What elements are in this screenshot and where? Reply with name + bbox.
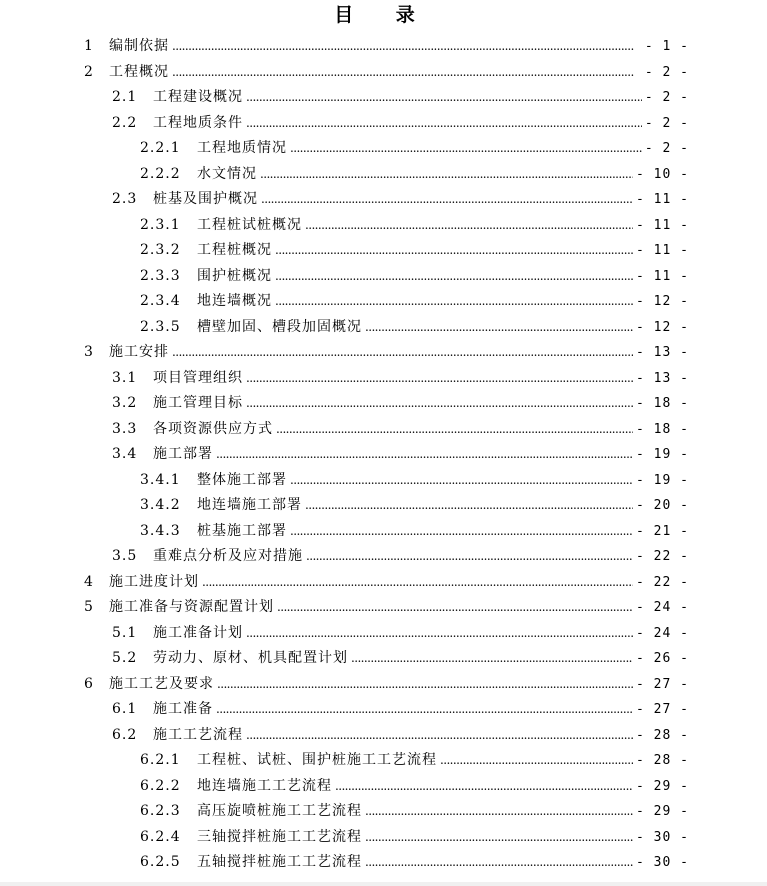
toc-entry-title: 施工准备计划 [153, 624, 243, 641]
toc-dot-leader [440, 748, 633, 774]
toc-entry[interactable] [0, 646, 767, 672]
toc-entry-title: 重难点分析及应对措施 [153, 548, 303, 564]
toc-entry-number: 3.4.1 [140, 471, 181, 488]
toc-entry-page-number: - 28 - [636, 753, 689, 768]
toc-entry-number: 2.3.1 [140, 216, 181, 233]
toc-dot-leader [365, 315, 633, 341]
toc-entry-page-number: - 22 - [636, 574, 689, 590]
toc-entry[interactable] [0, 748, 767, 774]
toc-entry-page-number: - 24 - [636, 625, 689, 641]
toc-dot-leader [246, 391, 633, 417]
toc-entry-number: 3 [84, 344, 94, 360]
toc-entry-title: 施工工艺及要求 [109, 675, 214, 692]
toc-entry-page-number: - 13 - [636, 345, 689, 360]
toc-dot-leader [260, 162, 633, 188]
toc-entry[interactable] [0, 799, 767, 825]
toc-entry-number: 6.2.5 [140, 854, 181, 870]
toc-dot-leader [172, 60, 642, 86]
toc-entry-number: 3.3 [112, 420, 138, 437]
toc-entry[interactable] [0, 442, 767, 468]
toc-entry-title: 高压旋喷桩施工工艺流程 [197, 803, 362, 819]
toc-title: 目 录 [334, 4, 433, 26]
toc-entry-number: 6.2.1 [140, 752, 181, 768]
toc-entry-page-number: - 11 - [636, 192, 689, 207]
toc-entry-title: 施工工艺流程 [153, 726, 243, 743]
toc-dot-leader [246, 366, 633, 392]
toc-entry[interactable] [0, 391, 767, 417]
toc-dot-leader [365, 799, 633, 825]
page-bottom-edge [0, 882, 767, 886]
toc-entry[interactable] [0, 825, 767, 851]
toc-dot-leader [202, 570, 633, 596]
toc-entry[interactable] [0, 238, 767, 264]
toc-entry-title: 三轴搅拌桩施工工艺流程 [197, 828, 362, 845]
toc-dot-leader [246, 621, 633, 647]
toc-dot-leader [172, 34, 642, 60]
toc-entry-number: 3.1 [112, 369, 138, 386]
toc-entry-page-number: - 13 - [636, 370, 689, 386]
toc-entry-number: 1 [84, 38, 94, 54]
toc-entry[interactable] [0, 289, 767, 315]
toc-entry-number: 6.1 [112, 701, 138, 717]
toc-dot-leader [290, 468, 633, 494]
toc-entry-number: 2.3 [112, 191, 138, 207]
toc-entry-title: 工程桩试桩概况 [197, 216, 302, 233]
toc-entry-page-number: - 2 - [644, 90, 689, 105]
toc-dot-leader [246, 111, 642, 137]
toc-entry-title: 施工进度计划 [109, 573, 199, 590]
toc-entry-page-number: - 18 - [636, 421, 689, 437]
toc-entry-title: 围护桩概况 [197, 267, 272, 284]
toc-entry-title: 地连墙概况 [197, 293, 272, 309]
toc-entry-page-number: - 2 - [644, 115, 689, 131]
toc-entry-number: 2.1 [112, 89, 138, 105]
toc-entry-title: 水文情况 [197, 165, 257, 182]
toc-entry[interactable] [0, 264, 767, 290]
toc-entry[interactable] [0, 723, 767, 749]
toc-entry-number: 3.5 [112, 548, 138, 564]
toc-entry-title: 工程地质条件 [153, 114, 243, 131]
toc-entry-page-number: - 26 - [636, 651, 689, 666]
toc-dot-leader [276, 417, 633, 443]
toc-dot-leader [277, 595, 633, 621]
toc-entry-title: 五轴搅拌桩施工工艺流程 [197, 854, 362, 870]
toc-entry-number: 3.2 [112, 395, 138, 411]
toc-entry-number: 6.2.4 [140, 828, 181, 845]
toc-dot-leader [365, 850, 633, 876]
toc-entry-title: 施工安排 [109, 344, 169, 360]
toc-entry-page-number: - 19 - [636, 447, 689, 462]
toc-entry-number: 6.2.3 [140, 803, 181, 819]
toc-entry-page-number: - 2 - [644, 141, 689, 156]
toc-entry[interactable] [0, 621, 767, 647]
toc-entry-number: 2.2.1 [140, 140, 181, 156]
toc-entry[interactable] [0, 672, 767, 698]
toc-entry-page-number: - 11 - [636, 243, 689, 258]
toc-entry-page-number: - 1 - [644, 39, 689, 54]
toc-entry[interactable] [0, 60, 767, 86]
toc-dot-leader [216, 697, 633, 723]
toc-entry-number: 6 [84, 675, 94, 692]
toc-entry-page-number: - 11 - [636, 268, 689, 284]
toc-entry-page-number: - 11 - [636, 217, 689, 233]
toc-entry-number: 2 [84, 63, 94, 80]
toc-dot-leader [275, 289, 633, 315]
toc-entry-page-number: - 12 - [636, 319, 689, 335]
toc-entry-page-number: - 29 - [636, 804, 689, 819]
toc-entry-page-number: - 24 - [636, 600, 689, 615]
toc-dot-leader [275, 238, 633, 264]
toc-entry[interactable] [0, 34, 767, 60]
toc-entry-page-number: - 28 - [636, 727, 689, 743]
toc-dot-leader [305, 213, 633, 239]
toc-entry[interactable] [0, 315, 767, 341]
toc-entry-page-number: - 20 - [636, 498, 689, 513]
toc-dot-leader [172, 340, 633, 366]
toc-entry[interactable] [0, 340, 767, 366]
toc-dot-leader [246, 85, 642, 111]
toc-entry[interactable] [0, 697, 767, 723]
toc-entry-number: 2.2 [112, 114, 138, 131]
toc-entry-number: 2.3.2 [140, 242, 181, 258]
toc-dot-leader [216, 442, 633, 468]
toc-entry[interactable] [0, 111, 767, 137]
toc-entry-title: 桩基及围护概况 [153, 191, 258, 207]
table-of-contents [0, 34, 767, 876]
toc-entry-number: 2.3.3 [140, 267, 181, 284]
toc-entry[interactable] [0, 468, 767, 494]
toc-entry-page-number: - 10 - [636, 166, 689, 182]
toc-entry-number: 3.4.3 [140, 522, 181, 539]
toc-entry-title: 劳动力、原材、机具配置计划 [153, 650, 348, 666]
toc-dot-leader [246, 723, 633, 749]
toc-entry[interactable] [0, 774, 767, 800]
toc-entry-number: 5.1 [112, 624, 138, 641]
toc-entry[interactable] [0, 595, 767, 621]
toc-entry-number: 5.2 [112, 650, 138, 666]
toc-entry-page-number: - 27 - [636, 702, 689, 717]
toc-entry-title: 工程概况 [109, 63, 169, 80]
toc-entry[interactable] [0, 519, 767, 545]
toc-dot-leader [261, 187, 633, 213]
toc-entry-title: 工程建设概况 [153, 89, 243, 105]
toc-entry-page-number: - 21 - [636, 523, 689, 539]
toc-entry[interactable] [0, 366, 767, 392]
toc-entry-page-number: - 27 - [636, 676, 689, 692]
toc-entry[interactable] [0, 850, 767, 876]
toc-entry-number: 5 [84, 599, 94, 615]
toc-dot-leader [305, 493, 633, 519]
toc-dot-leader [290, 136, 642, 162]
toc-entry-number: 6.2 [112, 726, 138, 743]
toc-entry[interactable] [0, 85, 767, 111]
toc-entry[interactable] [0, 417, 767, 443]
toc-entry-page-number: - 12 - [636, 294, 689, 309]
toc-entry-page-number: - 18 - [636, 396, 689, 411]
toc-entry-title: 工程桩、试桩、围护桩施工工艺流程 [197, 752, 437, 768]
toc-entry[interactable] [0, 570, 767, 596]
toc-entry-title: 整体施工部署 [197, 471, 287, 488]
toc-entry[interactable] [0, 213, 767, 239]
toc-entry-title: 地连墙施工工艺流程 [197, 777, 332, 794]
toc-entry[interactable] [0, 162, 767, 188]
toc-entry-page-number: - 2 - [644, 64, 689, 80]
toc-entry-title: 槽壁加固、槽段加固概况 [197, 318, 362, 335]
toc-dot-leader [365, 825, 633, 851]
toc-entry-title: 施工准备与资源配置计划 [109, 599, 274, 615]
toc-entry-page-number: - 19 - [636, 472, 689, 488]
toc-entry-title: 编制依据 [109, 38, 169, 54]
toc-entry-title: 施工管理目标 [153, 395, 243, 411]
toc-entry-number: 3.4.2 [140, 497, 181, 513]
toc-entry-title: 各项资源供应方式 [153, 420, 273, 437]
toc-dot-leader [275, 264, 633, 290]
toc-entry-title: 桩基施工部署 [197, 522, 287, 539]
toc-entry-number: 4 [84, 573, 94, 590]
toc-entry-title: 施工部署 [153, 446, 213, 462]
toc-entry-page-number: - 30 - [636, 829, 689, 845]
toc-dot-leader [335, 774, 633, 800]
toc-entry[interactable] [0, 544, 767, 570]
toc-entry-title: 项目管理组织 [153, 369, 243, 386]
toc-entry[interactable] [0, 136, 767, 162]
toc-dot-leader [306, 544, 633, 570]
toc-entry-title: 工程地质情况 [197, 140, 287, 156]
toc-entry-page-number: - 22 - [636, 549, 689, 564]
toc-entry-title: 工程桩概况 [197, 242, 272, 258]
toc-dot-leader [290, 519, 633, 545]
toc-dot-leader [351, 646, 633, 672]
toc-entry-number: 2.2.2 [140, 165, 181, 182]
toc-dot-leader [217, 672, 633, 698]
toc-entry[interactable] [0, 493, 767, 519]
toc-entry-number: 2.3.4 [140, 293, 181, 309]
toc-entry-number: 6.2.2 [140, 777, 181, 794]
toc-entry-page-number: - 29 - [636, 778, 689, 794]
toc-entry-title: 施工准备 [153, 701, 213, 717]
toc-entry[interactable] [0, 187, 767, 213]
toc-entry-title: 地连墙施工部署 [197, 497, 302, 513]
toc-entry-number: 3.4 [112, 446, 138, 462]
toc-entry-page-number: - 30 - [636, 855, 689, 870]
toc-entry-number: 2.3.5 [140, 318, 181, 335]
